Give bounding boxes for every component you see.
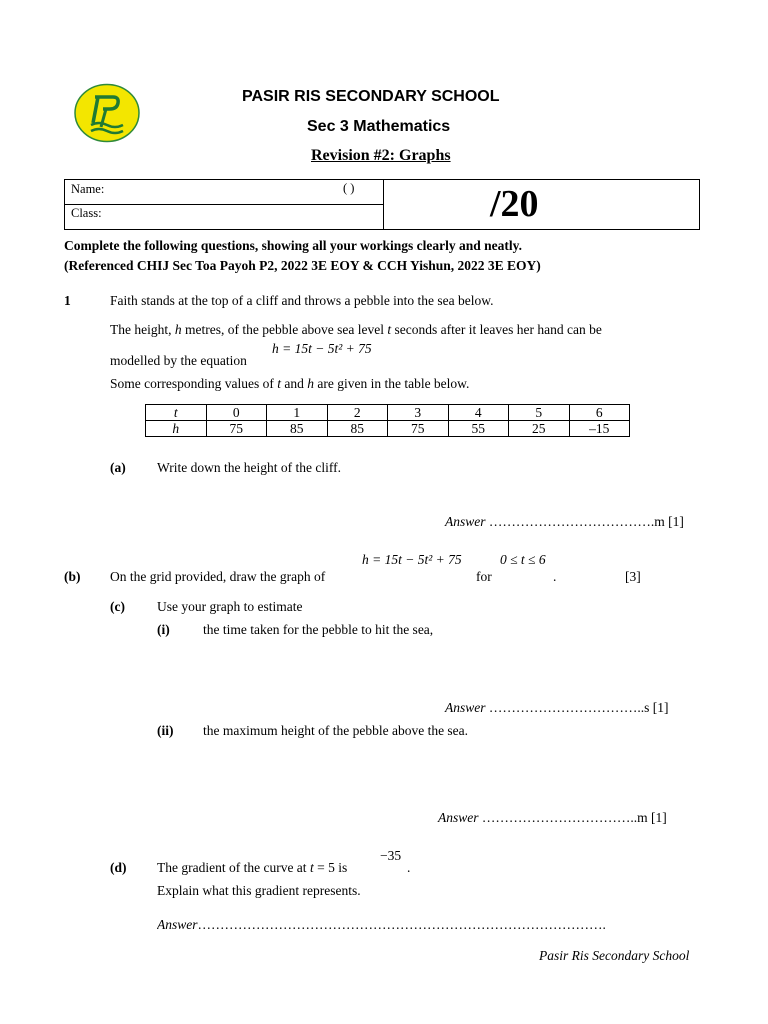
part-c-label: (c) xyxy=(110,599,125,614)
part-d-line-2: Explain what this gradient represents. xyxy=(157,883,361,898)
part-d-label: (d) xyxy=(110,860,127,875)
page-title: Revision #2: Graphs xyxy=(311,147,451,164)
table-cell: 25 xyxy=(509,421,570,437)
values-table xyxy=(145,404,630,437)
question-intro-2: The height, h metres, of the pebble above sea level t seconds after it leaves her hand can be xyxy=(110,322,602,337)
table-cell: 55 xyxy=(448,421,509,437)
part-a-text: Write down the height of the cliff. xyxy=(157,460,342,475)
part-c-text: Use your graph to estimate xyxy=(157,599,303,614)
instructions-line-1: Complete the following questions, showing all your workings clearly and neatly. xyxy=(64,238,523,253)
table-header-t: t xyxy=(146,405,207,421)
student-info-box xyxy=(64,179,700,230)
part-b-domain: 0 ≤ t ≤ 6 xyxy=(500,552,546,567)
part-d-text: The gradient of the curve at t = 5 is xyxy=(157,860,348,875)
question-number: 1 xyxy=(64,293,71,308)
part-b-for: for xyxy=(476,569,492,584)
total-score: /20 xyxy=(490,183,539,225)
table-cell: 5 xyxy=(509,405,570,421)
table-cell: 3 xyxy=(388,405,449,421)
table-cell: 85 xyxy=(327,421,388,437)
part-b-period: . xyxy=(553,569,557,584)
subject-title: Sec 3 Mathematics xyxy=(307,118,451,135)
table-cell: 2 xyxy=(327,405,388,421)
school-logo xyxy=(73,83,141,143)
question-intro-1: Faith stands at the top of a cliff and throws a pebble into the sea below. xyxy=(110,293,494,308)
footer-school-name: Pasir Ris Secondary School xyxy=(539,948,690,963)
model-equation: h = 15t − 5t² + 75 xyxy=(272,341,372,356)
table-cell: 6 xyxy=(569,405,630,421)
table-cell: 85 xyxy=(267,421,328,437)
part-b-marks: [3] xyxy=(625,569,641,584)
part-a-answer-line[interactable]: Answer ……………………………….m [1] xyxy=(445,514,684,529)
part-c-ii-text: the maximum height of the pebble above the sea. xyxy=(203,723,469,738)
index-number-field: ( ) xyxy=(343,181,355,195)
part-c-i-text: the time taken for the pebble to hit the sea, xyxy=(203,622,434,637)
table-cell: 0 xyxy=(206,405,267,421)
part-b-label: (b) xyxy=(64,569,81,584)
part-c-i-answer-line[interactable]: Answer ……………………………..s [1] xyxy=(445,700,669,715)
school-name: PASIR RIS SECONDARY SCHOOL xyxy=(242,88,500,105)
table-cell: 4 xyxy=(448,405,509,421)
instructions-line-2: (Referenced CHIJ Sec Toa Payoh P2, 2022 3E EOY & CCH Yishun, 2022 3E EOY) xyxy=(64,258,541,273)
part-d-period: . xyxy=(407,860,411,875)
part-b-equation: h = 15t − 5t² + 75 xyxy=(362,552,462,567)
table-header-h: h xyxy=(146,421,207,437)
part-c-ii-answer-line[interactable]: Answer ……………………………..m [1] xyxy=(438,810,667,825)
table-cell: –15 xyxy=(569,421,630,437)
part-b-text: On the grid provided, draw the graph of xyxy=(110,569,326,584)
part-a-label: (a) xyxy=(110,460,126,475)
part-c-i-label: (i) xyxy=(157,622,170,637)
part-c-ii-label: (ii) xyxy=(157,723,174,738)
table-cell: 1 xyxy=(267,405,328,421)
class-label: Class: xyxy=(71,206,102,220)
part-d-answer-line[interactable]: Answer………………………………………………………………………………. xyxy=(157,917,606,932)
table-cell: 75 xyxy=(388,421,449,437)
question-intro-4: Some corresponding values of t and h are given in the table below. xyxy=(110,376,470,391)
question-intro-3: modelled by the equation xyxy=(110,353,247,368)
name-label: Name: xyxy=(71,182,105,196)
table-row-t xyxy=(146,405,630,421)
table-row-h xyxy=(146,421,630,437)
table-cell: 75 xyxy=(206,421,267,437)
part-d-gradient: −35 xyxy=(380,848,402,863)
